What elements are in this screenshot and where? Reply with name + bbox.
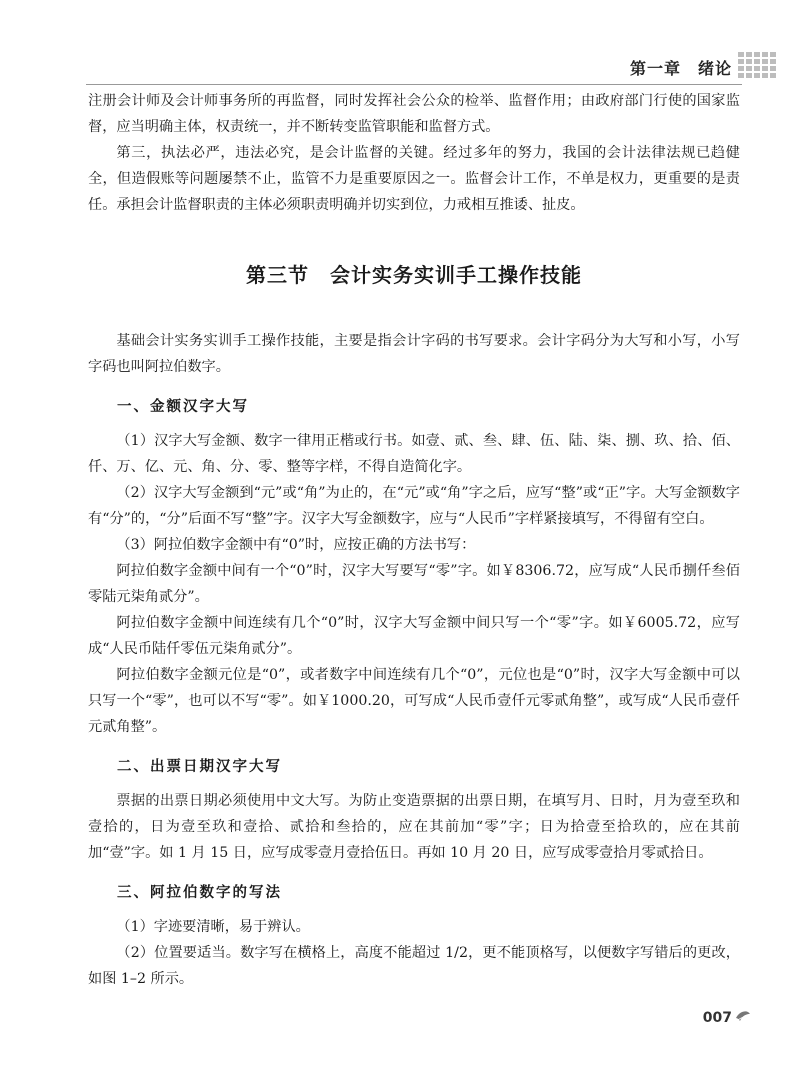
list-item: 阿拉伯数字金额元位是“0”，或者数字中间连续有几个“0”，元位也是“0”时，汉字大写金额中可以只写一个“零”，也可以不写“零”。如￥1000.20，可写成“人民币壹仟元零贰角整”，或写成“人民币壹仟元贰角整”。 [88, 667, 740, 735]
list-item: 阿拉伯数字金额中间有一个“0”时，汉字大写要写“零”字。如￥8306.72，应写成“人民币捌仟叁佰零陆元柒角贰分”。 [88, 563, 740, 605]
chapter-title: 第一章 绪论 [629, 59, 732, 78]
paragraph: 第三，执法必严，违法必究，是会计监督的关键。经过多年的努力，我国的会计法律法规已趋健全，但造假账等问题屡禁不止，监管不力是重要原因之一。监督会计工作，不单是权力，更重要的是责任。承担会计监督职责的主体必须职责明确并切实到位，力戒相互推诿、扯皮。 [88, 145, 740, 213]
page-number: 007 [702, 1010, 732, 1026]
list-item: 阿拉伯数字金额中间连续有几个“0”时，汉字大写金额中间只写一个“零”字。如￥6005.72，应写成“人民币陆仟零伍元柒角贰分”。 [88, 615, 740, 657]
list-item: （1）汉字大写金额、数字一律用正楷或行书。如壹、贰、叁、肆、伍、陆、柒、捌、玖、拾、佰、仟、万、亿、元、角、分、零、整等字样，不得自造简化字。 [88, 433, 740, 475]
header-rule [86, 84, 742, 85]
subsection-heading: 一、金额汉字大写 [117, 399, 249, 415]
list-item: （2）位置要适当。数字写在横格上，高度不能超过 1/2，更不能顶格写，以便数字写错后的更改，如图 1–2 所示。 [88, 945, 740, 987]
list-item: （3）阿拉伯数字金额中有“0”时，应按正确的方法书写： [116, 537, 476, 553]
list-item: （2）汉字大写金额到“元”或“角”为止的，在“元”或“角”字之后，应写“整”或“正”字。大写金额数字有“分”的，“分”后面不写“整”字。汉字大写金额数字，应与“人民币”字样紧接填写，不得留有空白。 [88, 485, 740, 527]
page-header [0, 46, 790, 86]
grid-dots-icon [738, 52, 776, 80]
paragraph: 票据的出票日期必须使用中文大写。为防止变造票据的出票日期，在填写月、日时，月为壹至玖和壹拾的，日为壹至玖和壹拾、贰拾和叁拾的，应在其前加“零”字；日为拾壹至拾玖的，应在其前加“壹”字。如 1 月 15 日，应写成零壹月壹拾伍日。再如 10 月 20 日，应写成零壹拾月零贰拾日。 [88, 793, 740, 861]
section-title: 第三节 会计实务实训手工操作技能 [246, 263, 582, 287]
section-intro: 基础会计实务实训手工操作技能，主要是指会计字码的书写要求。会计字码分为大写和小写，小写字码也叫阿拉伯数字。 [88, 333, 740, 375]
list-item: （1）字迹要清晰，易于辨认。 [116, 919, 310, 935]
paragraph: 注册会计师及会计师事务所的再监督，同时发挥社会公众的检举、监督作用；由政府部门行使的国家监督，应当明确主体，权责统一，并不断转变监管职能和监督方式。 [88, 93, 740, 135]
page-body [88, 88, 740, 992]
subsection-heading: 二、出票日期汉字大写 [117, 759, 282, 775]
subsection-heading: 三、阿拉伯数字的写法 [117, 885, 282, 901]
leaf-icon [734, 1006, 752, 1024]
